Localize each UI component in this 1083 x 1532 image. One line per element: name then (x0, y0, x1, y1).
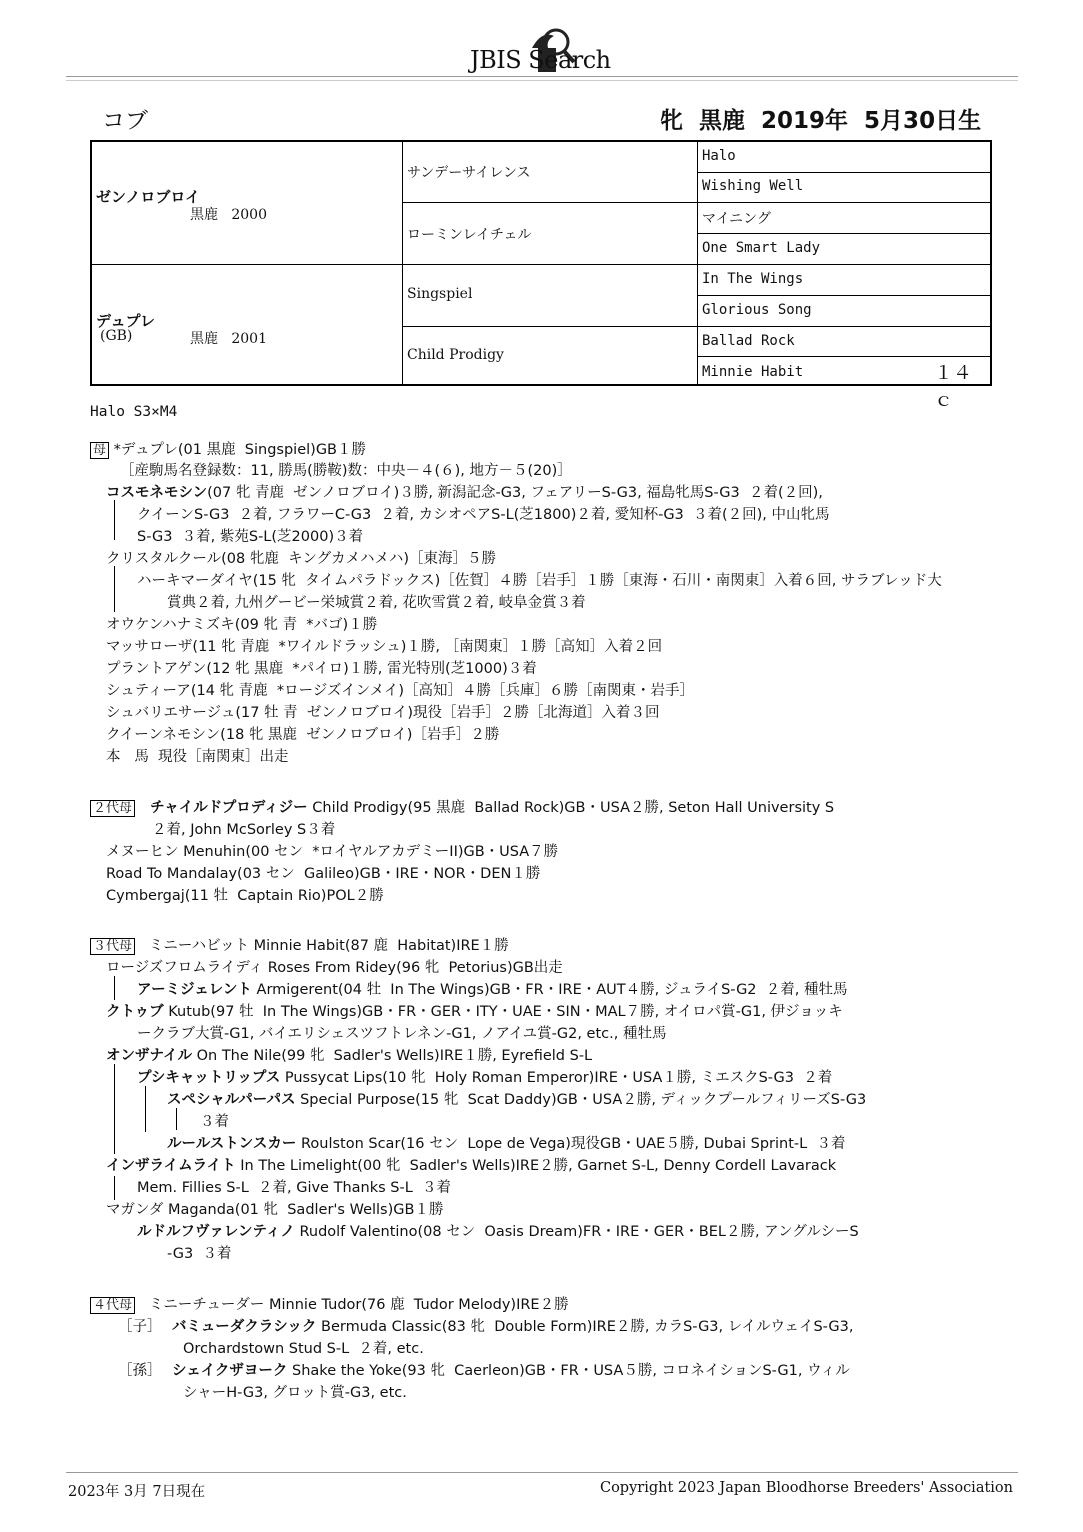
notable-horse-name: クトゥブ (106, 1004, 164, 1020)
notable-horse-name: ルドルフヴァレンティノ (137, 1224, 295, 1240)
notable-horse-name: アーミジェレント (137, 982, 252, 998)
family-line (106, 725, 499, 745)
line-text: クイーンネモシン(18 牝 黒鹿 ゼンノロブロイ)［岩手］２勝 (106, 727, 500, 743)
line-text: 本 馬 現役［南関東］出走 (106, 749, 289, 765)
horse-info: 牝 黒鹿 2019年 5月30日生 (660, 108, 982, 134)
line-text: プラントアゲン(12 牝 黒鹿 *パイロ)１勝, 雷光特別(芝1000)３着 (106, 661, 537, 677)
line-text: オウケンハナミズキ(09 牝 青 *バゴ)１勝 (106, 617, 378, 633)
line-text: Road To Mandalay(03 セン Galileo)GB・IRE・NOR・DEN１勝 (106, 866, 541, 882)
generation-label: ２代母 (90, 800, 135, 817)
dam-detail: 黒鹿 2001 (190, 331, 267, 347)
line-text: クリスタルクール(08 牝鹿 キングカメハメハ)［東海］５勝 (106, 551, 496, 567)
line-text: クイーンS-G3 ２着, フラワーC-G3 ２着, カシオペアS-L(芝1800)２着, 愛知杯-G3 ３着(２回), 中山牝馬 (137, 507, 830, 523)
notable-horse-name: スペシャルパーパス (167, 1092, 296, 1108)
family-line (172, 1361, 850, 1381)
line-text: *デュプレ(01 黒鹿 Singspiel)GB１勝 (109, 442, 366, 458)
family-line (106, 1002, 843, 1022)
line-text: ［孫］ (118, 1363, 180, 1379)
family-line (106, 637, 662, 657)
jbis-logo (470, 18, 640, 74)
family-line (106, 1046, 592, 1066)
notable-horse-name: チャイルドプロディジー (135, 800, 308, 816)
family-line (137, 1068, 832, 1088)
line-text: Rudolf Valentino(08 セン Oasis Dream)FR・IRE・GER・BEL２勝, アングルシーS (294, 1224, 859, 1240)
notable-horse-name: コスモネモシン (106, 485, 208, 501)
line-text: In The Limelight(00 牝 Sadler's Wells)IRE２勝, Garnet S-L, Denny Cordell Lavarack (235, 1158, 837, 1174)
g3-3: マイニング (702, 211, 771, 227)
notable-horse-name: プシキャットリップス (137, 1070, 281, 1086)
family-line (167, 1090, 866, 1110)
header-divider-secondary (66, 80, 1018, 81)
line-text: ークラブ大賞-G1, バイエリシェスツフトレネン-G1, ノアイユ賞-G2, etc., 種牡馬 (137, 1026, 667, 1042)
g3-4: One Smart Lady (702, 240, 821, 256)
line-text: シュバリエサージュ(17 牡 青 ゼンノロブロイ)現役［岩手］２勝［北海道］入着３回 (106, 705, 660, 721)
line-text: ミニーハビット Minnie Habit(87 鹿 Habitat)IRE１勝 (135, 938, 509, 954)
sire-dam: ローミンレイチェル (407, 227, 532, 243)
tree-bar (114, 1064, 115, 1154)
family-line (167, 1134, 845, 1154)
line-text: Child Prodigy(95 黒鹿 Ballad Rock)GB・USA２勝, Seton Hall University S (307, 800, 835, 816)
family-line (106, 483, 823, 503)
tree-bar (114, 566, 115, 612)
family-line (137, 1222, 859, 1242)
family-line (90, 798, 834, 819)
line-text: ３着 (200, 1114, 229, 1130)
header-divider (66, 76, 1018, 77)
family-line (90, 936, 509, 957)
family-line (137, 505, 830, 525)
line-text: -G3 ３着 (167, 1246, 232, 1262)
family-line (137, 527, 363, 547)
tree-bar (114, 500, 115, 540)
line-text: 賞典２着, 九州グービー栄城賞２着, 花吹雪賞２着, 岐阜金賞３着 (167, 595, 586, 611)
footer-date: 2023年 3月 7日現在 (68, 1484, 206, 1500)
line-text: Kutub(97 牡 In The Wings)GB・FR・GER・ITY・UAE・SIN・MAL７勝, オイロパ賞-G1, 伊ジョッキ (163, 1004, 843, 1020)
notable-horse-name: オンザナイル (106, 1048, 192, 1064)
dam-dam: Child Prodigy (407, 347, 504, 363)
family-line (106, 615, 377, 635)
line-text: ミニーチューダー Minnie Tudor(76 鹿 Tudor Melody)IRE２勝 (135, 1297, 569, 1313)
family-line (183, 1383, 407, 1403)
dam-origin: (GB) (100, 328, 133, 344)
pedigree-table (90, 140, 992, 411)
generation-label: ３代母 (90, 938, 135, 955)
inbreed-note: Halo S3×M4 (90, 404, 178, 420)
line-text: ２着, John McSorley S３着 (152, 822, 336, 838)
line-text: Pussycat Lips(10 牝 Holy Roman Emperor)IRE・USA１勝, ミエスクS-G3 ２着 (280, 1070, 833, 1086)
line-text: シャーH-G3, グロット賞-G3, etc. (183, 1385, 407, 1401)
family-line (106, 958, 563, 978)
family-line (106, 747, 289, 767)
line-text: メヌーヒン Menuhin(00 セン *ロイヤルアカデミーII)GB・USA７勝 (106, 844, 559, 860)
line-text: Bermuda Classic(83 牝 Double Form)IRE２勝, カラS-G3, レイルウェイS-G3, (316, 1319, 854, 1335)
sire-name: ゼンノロブロイ (96, 188, 200, 206)
family-line (137, 1178, 451, 1198)
family-line (90, 440, 366, 461)
family-line (172, 1317, 854, 1337)
tree-bar (145, 1086, 146, 1132)
line-text: Mem. Fillies S-L ２着, Give Thanks S-L ３着 (137, 1180, 452, 1196)
family-line (167, 1244, 231, 1264)
family-line (118, 1317, 180, 1337)
line-text: Orchardstown Stud S-L ２着, etc. (183, 1341, 424, 1357)
family-line (167, 593, 586, 613)
line-text: On The Nile(99 牝 Sadler's Wells)IRE１勝, Eyrefield S-L (192, 1048, 593, 1064)
dam-name: デュプレ (96, 312, 155, 330)
line-text: Shake the Yoke(93 牝 Caerleon)GB・FR・USA５勝, コロネイションS-G1, ウィル (287, 1363, 850, 1379)
tree-bar (176, 1108, 177, 1130)
line-text: ［子］ (118, 1319, 180, 1335)
logo-text: JBIS Search (470, 46, 611, 74)
g3-8: Minnie Habit (702, 364, 804, 380)
sire-sire: サンデーサイレンス (407, 165, 531, 181)
notable-horse-name: シェイクザヨーク (172, 1363, 288, 1379)
line-text: ハーキマーダイヤ(15 牝 タイムパラドックス)［佐賀］４勝［岩手］１勝［東海・石川・南関東］入着６回, サラブレッド大 (137, 573, 942, 589)
line-text: S-G3 ３着, 紫苑S-L(芝2000)３着 (137, 529, 364, 545)
g3-5: In The Wings (702, 271, 804, 287)
notable-horse-name: インザライムライト (106, 1158, 236, 1174)
line-text: マガンダ Maganda(01 牝 Sadler's Wells)GB１勝 (106, 1202, 444, 1218)
family-line (118, 1361, 180, 1381)
family-number: １４ｃ (934, 362, 973, 411)
sire-detail: 黒鹿 2000 (190, 207, 267, 223)
family-line (106, 1156, 836, 1176)
line-text: Armigerent(04 牡 In The Wings)GB・FR・IRE・AUT４勝, ジュライS-G2 ２着, 種牡馬 (251, 982, 848, 998)
line-text: ［産駒馬名登録数：11, 勝馬(勝鞍)数：中央－４(６), 地方－５(20)］ (120, 463, 572, 479)
family-line (183, 1339, 424, 1359)
family-line (106, 842, 558, 862)
tree-bar (114, 976, 115, 1000)
g3-2: Wishing Well (702, 178, 804, 194)
family-line (106, 864, 540, 884)
line-text: Roulston Scar(16 セン Lope de Vega)現役GB・UAE５勝, Dubai Sprint-L ３着 (296, 1136, 846, 1152)
dam-sire: Singspiel (407, 286, 473, 302)
tree-bar (114, 1176, 115, 1200)
family-line (137, 1024, 666, 1044)
g3-7: Ballad Rock (702, 333, 795, 349)
family-line (137, 980, 847, 1000)
g3-1: Halo (702, 148, 736, 164)
family-line (106, 549, 496, 569)
line-text: マッサローザ(11 牝 青鹿 *ワイルドラッシュ)１勝, ［南関東］１勝［高知］入着２回 (106, 639, 663, 655)
family-line (106, 681, 694, 701)
line-text: (07 牝 青鹿 ゼンノロブロイ)３勝, 新潟記念-G3, フェアリーS-G3, 福島牝馬S-G3 ２着(２回), (207, 485, 823, 501)
horse-name: コブ (102, 108, 148, 134)
family-line (106, 886, 384, 906)
family-line (120, 461, 572, 481)
family-line (90, 1295, 569, 1316)
footer-divider (66, 1472, 1018, 1473)
notable-horse-name: ルールストンスカー (167, 1136, 297, 1152)
family-line (200, 1112, 229, 1132)
generation-label: ４代母 (90, 1297, 135, 1314)
line-text: ロージズフロムライディ Roses From Ridey(96 牝 Petorius)GB出走 (106, 960, 563, 976)
family-line (152, 820, 335, 840)
footer-copyright: Copyright 2023 Japan Bloodhorse Breeders' Association (599, 1480, 1013, 1496)
generation-label: 母 (90, 442, 109, 459)
g3-6: Glorious Song (702, 302, 812, 318)
family-line (106, 659, 537, 679)
family-line (106, 703, 660, 723)
family-line (106, 1200, 443, 1220)
notable-horse-name: バミューダクラシック (172, 1319, 317, 1335)
line-text: Cymbergaj(11 牡 Captain Rio)POL２勝 (106, 888, 384, 904)
line-text: Special Purpose(15 牝 Scat Daddy)GB・USA２勝, ディックプールフィリーズS-G3 (295, 1092, 867, 1108)
line-text: シュティーア(14 牝 青鹿 *ロージズインメイ)［高知］４勝［兵庫］６勝［南関東・岩手］ (106, 683, 695, 699)
family-line (137, 571, 942, 591)
